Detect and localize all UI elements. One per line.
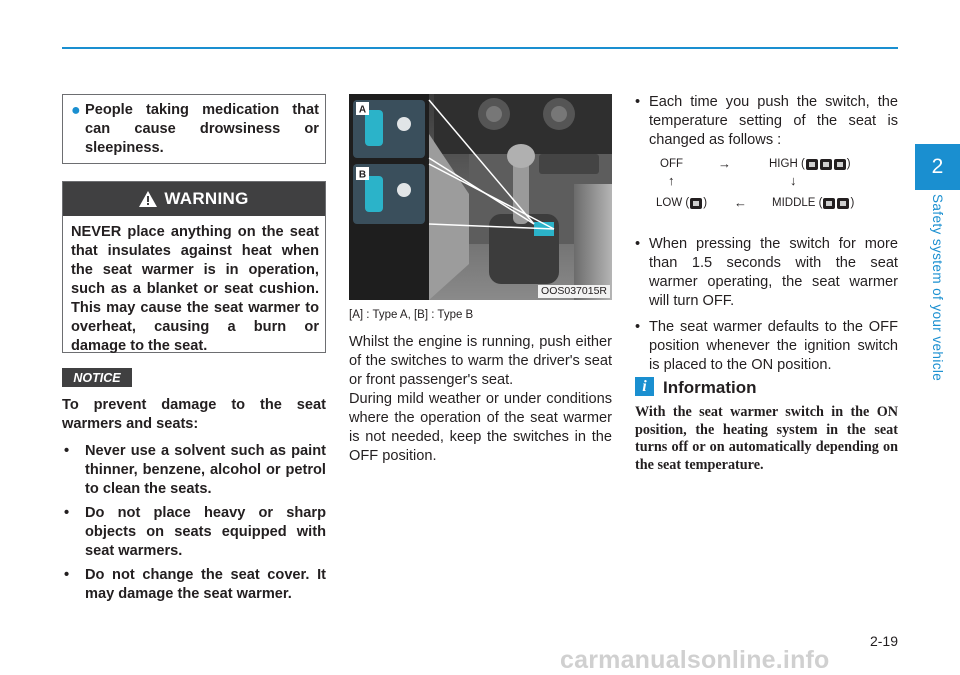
information-icon: i xyxy=(635,377,654,396)
notice-list xyxy=(62,442,326,609)
arrow-down-icon: ↓ xyxy=(790,173,797,188)
bullet-dot-icon: ● xyxy=(71,102,81,119)
notice-badge: NOTICE xyxy=(62,368,132,387)
seat-heat-icon xyxy=(806,159,818,170)
temperature-cycle-diagram xyxy=(650,152,890,216)
cycle-middle xyxy=(772,197,854,209)
notice-item: • Do not place heavy or sharp objects on seats equipped with seat warmers. xyxy=(62,504,326,561)
callout-b-label: B xyxy=(358,169,367,181)
seat-heat-icon xyxy=(690,198,702,209)
engine-running-paragraph: Whilst the engine is running, push either of the switches to warm the driver's seat or front passenger's seat. xyxy=(349,334,612,388)
cycle-high-close: ) xyxy=(846,158,851,170)
medication-bullet-box xyxy=(62,94,326,164)
switch-behavior-item: • Each time you push the switch, the temperature setting of the seat is changed as follows : xyxy=(635,93,898,150)
watermark: carmanualsonline.info xyxy=(560,646,830,674)
photo-code: OOS037015R xyxy=(538,285,610,298)
warning-box xyxy=(62,181,326,353)
chapter-number: 2 xyxy=(931,155,944,178)
switch-behavior-list xyxy=(635,93,898,157)
cycle-off: OFF xyxy=(660,158,683,170)
cycle-high xyxy=(769,158,851,170)
cycle-high-label: HIGH ( xyxy=(769,158,805,170)
warning-triangle-icon xyxy=(139,191,157,207)
page-number: 2-19 xyxy=(869,633,898,649)
arrow-left-icon: ← xyxy=(734,195,747,210)
notice-item: • Do not change the seat cover. It may damage the seat warmer. xyxy=(62,566,326,604)
medication-text: People taking medication that can cause drowsiness or sleepiness. xyxy=(85,102,319,156)
notice-intro: To prevent damage to the seat warmers and seats: xyxy=(62,397,326,432)
mild-weather-paragraph: During mild weather or under conditions where the operation of the seat warmer is not needed, keep the switches in the OFF position. xyxy=(349,391,612,464)
callout-a-label: A xyxy=(358,104,367,116)
cycle-middle-label: MIDDLE ( xyxy=(772,197,823,209)
cycle-low-close: ) xyxy=(703,197,708,209)
cycle-middle-close: ) xyxy=(850,197,855,209)
switch-notes-list xyxy=(635,235,898,382)
cycle-low xyxy=(656,197,707,209)
top-rule xyxy=(62,47,898,49)
seat-heat-icon xyxy=(823,198,835,209)
photo-type-label: [A] : Type A, [B] : Type B xyxy=(349,309,474,321)
default-off-item: • The seat warmer defaults to the OFF position whenever the ignition switch is placed to the ON position. xyxy=(635,318,898,375)
seat-warmer-switch-photo xyxy=(349,94,612,300)
seat-heat-icon xyxy=(820,159,832,170)
warning-title: WARNING xyxy=(164,189,249,208)
seat-heat-icon xyxy=(834,159,846,170)
notice-item: • Never use a solvent such as paint thinner, benzene, alcohol or petrol to clean the seats. xyxy=(62,442,326,499)
long-press-item: • When pressing the switch for more than 1.5 seconds with the seat warmer operating, the seat warmer will turn OFF. xyxy=(635,235,898,311)
information-body: With the seat warmer switch in the ON position, the heating system in the seat turns off or on automatically depending on the seat temperature. xyxy=(635,404,898,473)
section-title: Safety system of your vehicle xyxy=(930,194,945,382)
information-title: Information xyxy=(663,378,757,397)
arrow-right-icon: → xyxy=(718,156,731,171)
chapter-tab[interactable] xyxy=(915,144,960,190)
seat-heat-icon xyxy=(837,198,849,209)
console-illustration xyxy=(349,94,612,300)
arrow-up-icon: ↑ xyxy=(668,173,675,188)
warning-body: NEVER place anything on the seat that insulates against heat when the seat warmer is in operation, such as a blanket or seat cushion. This may cause the seat warmer to overheat, causing a burn or damage to the seat. xyxy=(71,224,319,354)
warning-header xyxy=(63,182,325,216)
cycle-low-label: LOW ( xyxy=(656,197,690,209)
